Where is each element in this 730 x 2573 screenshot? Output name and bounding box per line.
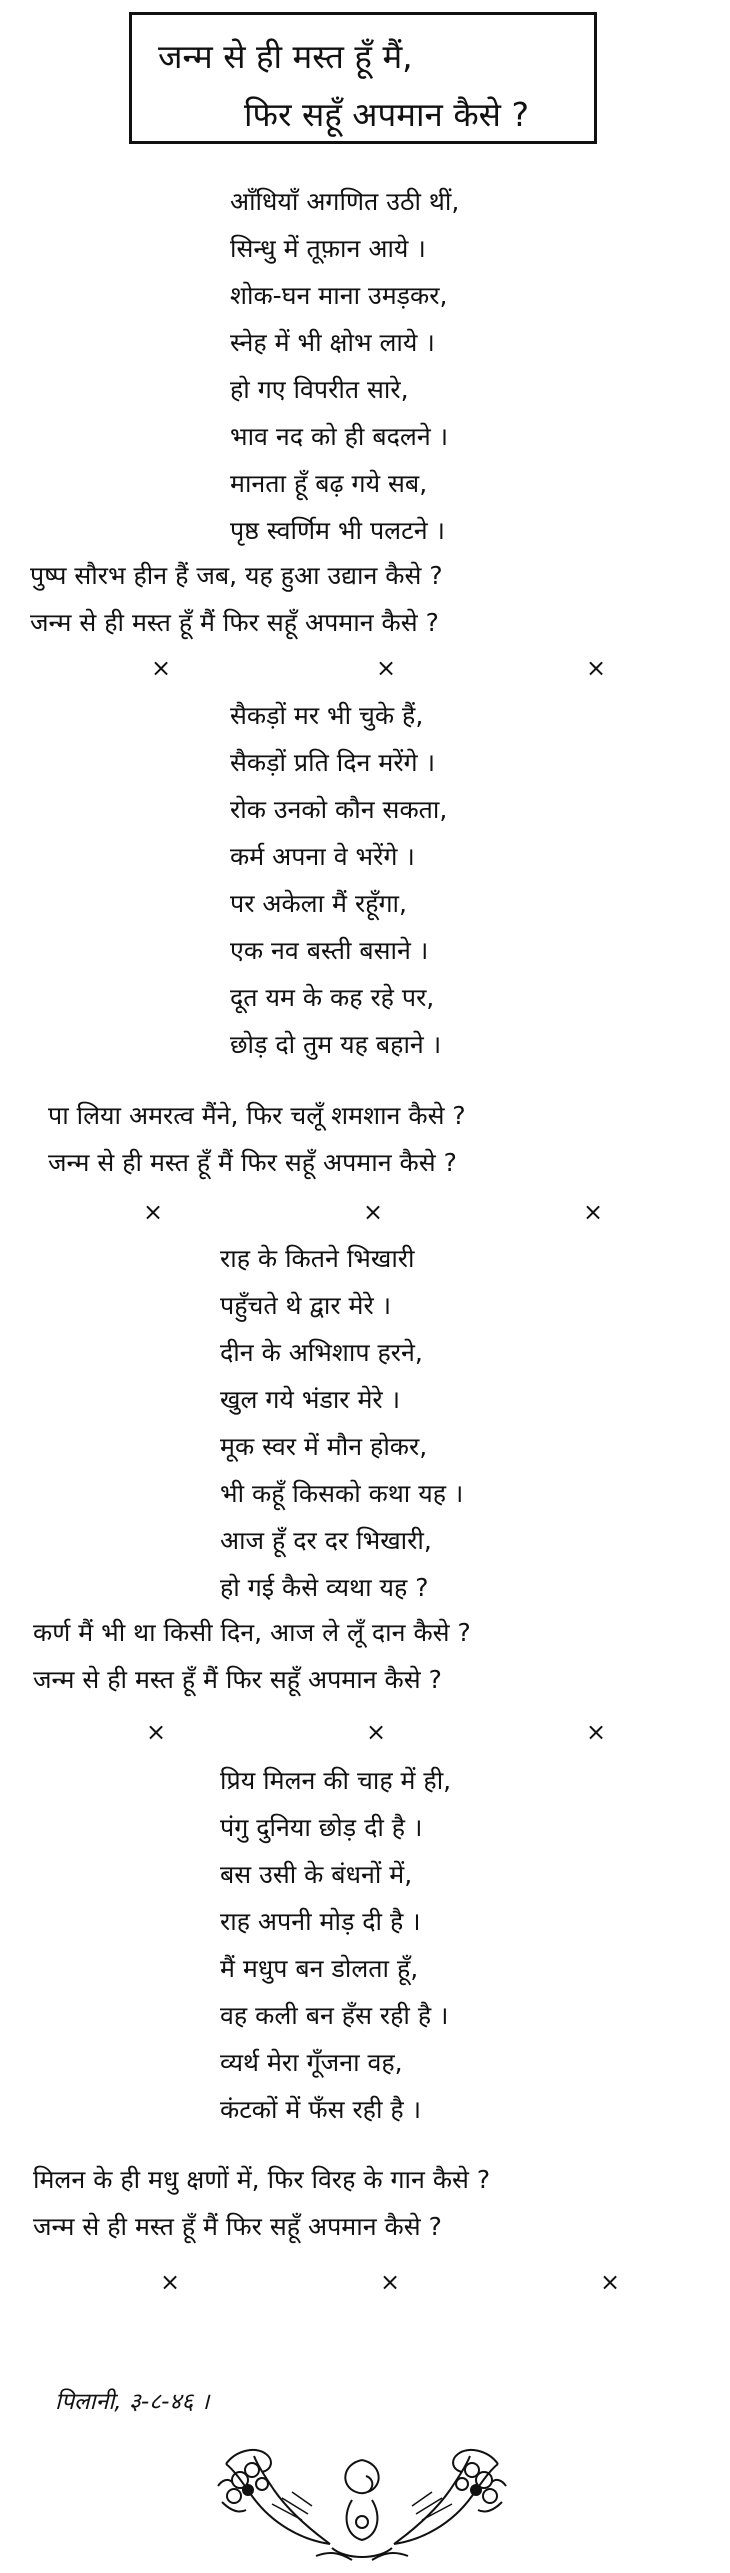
verse-line: खुल गये भंडार मेरे ।	[220, 1385, 401, 1414]
cornucopia-vignette-icon	[212, 2440, 512, 2564]
separator-mark: ×	[600, 2268, 621, 2296]
verse-line: दीन के अभिशाप हरने,	[220, 1338, 423, 1367]
verse-line: शोक-घन माना उमड़कर,	[230, 281, 448, 310]
verse-line: राह के कितने भिखारी	[220, 1244, 415, 1273]
couplet-line: जन्म से ही मस्त हूँ मैं फिर सहूँ अपमान कैसे ?	[48, 1148, 457, 1177]
verse-line: छोड़ दो तुम यह बहाने ।	[230, 1030, 442, 1059]
verse-line: पहुँचते थे द्वार मेरे ।	[220, 1291, 392, 1320]
title-line-1: जन्म से ही मस्त हूँ मैं,	[158, 37, 413, 76]
verse-line: दूत यम के कह रहे पर,	[230, 983, 435, 1012]
verse-line: सैकड़ों प्रति दिन मरेंगे ।	[230, 748, 436, 777]
separator-mark: ×	[583, 1198, 604, 1226]
verse-line: आज हूँ दर दर भिखारी,	[220, 1526, 432, 1555]
verse-line: मैं मधुप बन डोलता हूँ,	[220, 1954, 419, 1983]
verse-line: एक नव बस्ती बसाने ।	[230, 936, 429, 965]
separator-mark: ×	[380, 2268, 401, 2296]
verse-line: पंगु दुनिया छोड़ दी है ।	[220, 1813, 423, 1842]
verse-line: आँधियाँ अगणित उठी थीं,	[230, 187, 460, 216]
couplet-line: कर्ण मैं भी था किसी दिन, आज ले लूँ दान कैसे ?	[33, 1618, 471, 1647]
separator-mark: ×	[146, 1718, 167, 1746]
separator-mark: ×	[586, 1718, 607, 1746]
separator-mark: ×	[376, 654, 397, 682]
separator-mark: ×	[151, 654, 172, 682]
verse-line: राह अपनी मोड़ दी है ।	[220, 1907, 421, 1936]
verse-line: हो गई कैसे व्यथा यह ?	[220, 1573, 429, 1602]
verse-line: व्यर्थ मेरा गूँजना वह,	[220, 2048, 403, 2077]
verse-line: प्रिय मिलन की चाह में ही,	[220, 1766, 452, 1795]
couplet-line: जन्म से ही मस्त हूँ मैं फिर सहूँ अपमान कैसे ?	[30, 608, 439, 637]
verse-line: मूक स्वर में मौन होकर,	[220, 1432, 428, 1461]
separator-mark: ×	[366, 1718, 387, 1746]
couplet-line: पा लिया अमरत्व मैंने, फिर चलूँ शमशान कैसे ?	[48, 1101, 466, 1130]
verse-line: मानता हूँ बढ़ गये सब,	[230, 469, 428, 498]
verse-line: रोक उनको कौन सकता,	[230, 795, 448, 824]
couplet-line: पुष्प सौरभ हीन हैं जब, यह हुआ उद्यान कैसे ?	[30, 561, 443, 590]
verse-line: भाव नद को ही बदलने ।	[230, 422, 449, 451]
verse-line: पृष्ठ स्वर्णिम भी पलटने ।	[230, 516, 445, 545]
verse-line: स्नेह में भी क्षोभ लाये ।	[230, 328, 435, 357]
title-line-2: फिर सहूँ अपमान कैसे ?	[244, 95, 529, 134]
verse-line: वह कली बन हँस रही है ।	[220, 2001, 449, 2030]
couplet-line: जन्म से ही मस्त हूँ मैं फिर सहूँ अपमान कैसे ?	[33, 2212, 442, 2241]
separator-mark: ×	[160, 2268, 181, 2296]
title-box	[129, 12, 597, 144]
place-date-signature: पिलानी, ३-८-४६ ।	[55, 2389, 210, 2415]
verse-line: कर्म अपना वे भरेंगे ।	[230, 842, 415, 871]
separator-mark: ×	[363, 1198, 384, 1226]
couplet-line: जन्म से ही मस्त हूँ मैं फिर सहूँ अपमान कैसे ?	[33, 1665, 442, 1694]
verse-line: सिन्धु में तूफ़ान आये ।	[230, 234, 426, 263]
verse-line: पर अकेला मैं रहूँगा,	[230, 889, 407, 918]
separator-mark: ×	[586, 654, 607, 682]
couplet-line: मिलन के ही मधु क्षणों में, फिर विरह के गान कैसे ?	[33, 2165, 491, 2194]
verse-line: कंटकों में फँस रही है ।	[220, 2095, 422, 2124]
separator-mark: ×	[143, 1198, 164, 1226]
verse-line: बस उसी के बंधनों में,	[220, 1860, 413, 1889]
verse-line: सैकड़ों मर भी चुके हैं,	[230, 701, 424, 730]
verse-line: हो गए विपरीत सारे,	[230, 375, 409, 404]
verse-line: भी कहूँ किसको कथा यह ।	[220, 1479, 464, 1508]
